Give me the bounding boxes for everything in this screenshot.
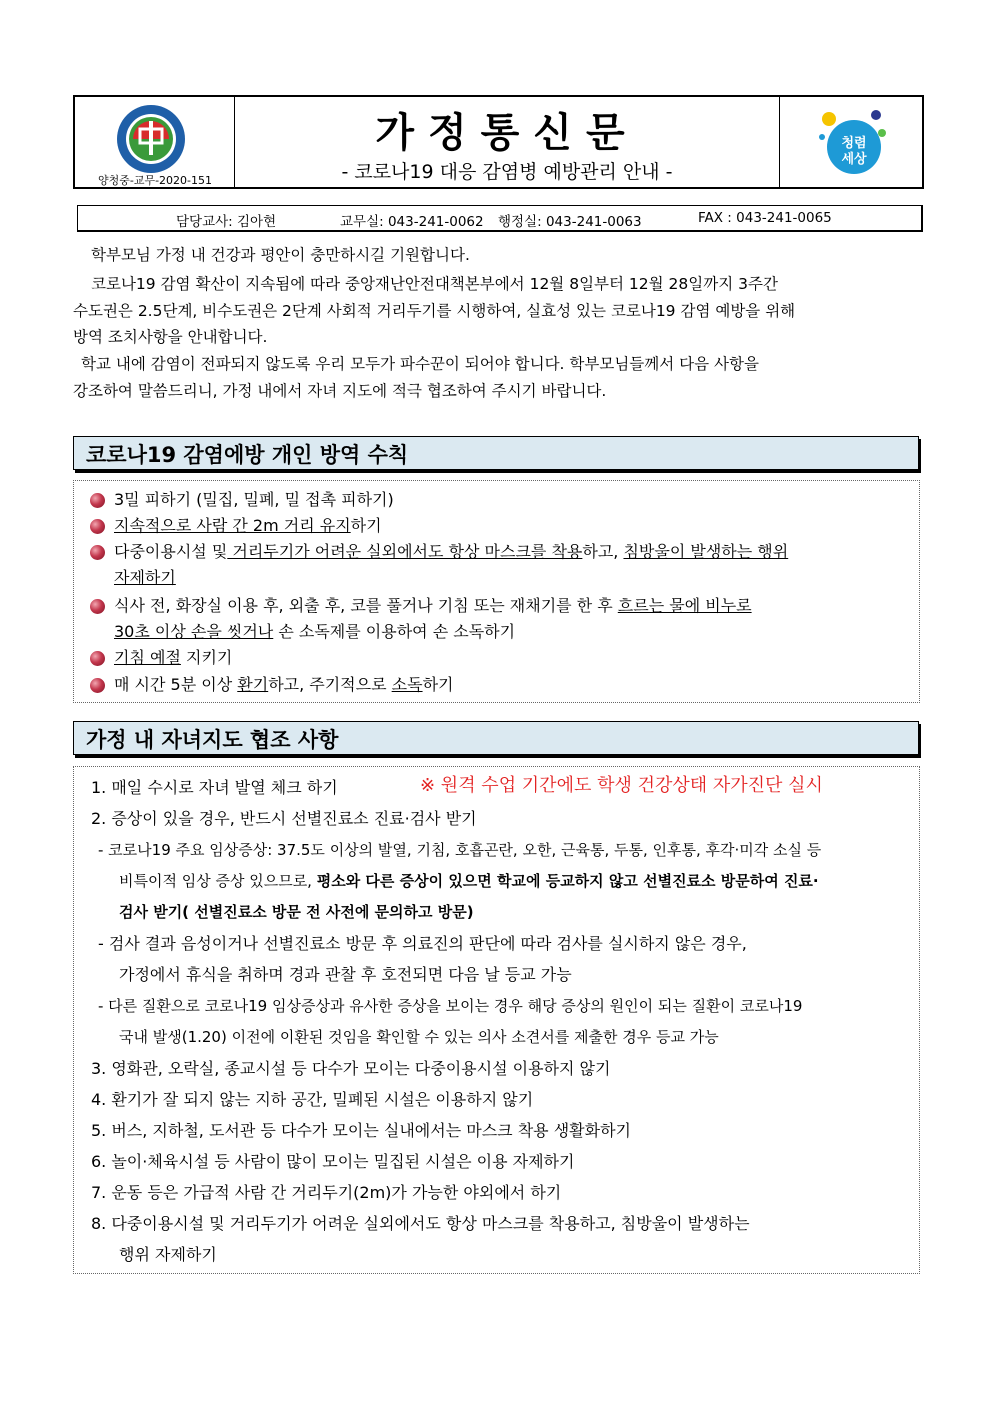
coop-item-2: 2. 증상이 있을 경우, 반드시 선별진료소 진료·검사 받기 xyxy=(91,809,477,828)
page-title: 가정통신문 xyxy=(375,109,639,156)
header-right-cell xyxy=(779,97,922,187)
symptom-note-line2: 비특이적 임상 증상 있으므로, 평소와 다른 증상이 있으면 학교에 등교하지 않고 선별진료소 방문하여 진료· xyxy=(119,872,819,890)
coop-item-4: 4. 환기가 잘 되지 않는 지하 공간, 밀폐된 시설은 이용하지 않기 xyxy=(91,1090,534,1109)
section2-title: 가정 내 자녀지도 협조 사항 xyxy=(86,728,339,752)
bullet-icon xyxy=(90,493,105,508)
bullet-icon xyxy=(90,678,105,693)
page-subtitle: - 코로나19 대응 감염병 예방관리 안내 - xyxy=(341,161,673,183)
coop-item-7: 7. 운동 등은 가급적 사람 간 거리두기(2m)가 가능한 야외에서 하기 xyxy=(91,1183,562,1202)
integrity-logo-icon xyxy=(814,107,888,179)
admin-phone: 행정실: 043-241-0063 xyxy=(498,214,642,230)
bullet-icon xyxy=(90,651,105,666)
section2-heading xyxy=(73,721,919,755)
header-left-cell xyxy=(75,97,235,187)
document-number: 양청중-교무-2020-151 xyxy=(97,174,213,187)
coop-item-3: 3. 영화관, 오락실, 종교시설 등 다수가 모이는 다중이용시설 이용하지 않기 xyxy=(91,1059,611,1078)
coop-item-8-line1: 8. 다중이용시설 및 거리두기가 어려운 실외에서도 항상 마스크를 착용하고, 침방울이 발생하는 xyxy=(91,1214,750,1233)
bullet-icon xyxy=(90,519,105,534)
rule-item: 기침 예절 지키기 xyxy=(88,645,919,671)
svg-text:세상: 세상 xyxy=(841,152,867,167)
rule-item: 다중이용시설 및 거리두기가 어려운 실외에서도 항상 마스크를 착용하고, 침방울이 발생하는 행위 자제하기 xyxy=(88,539,919,591)
intro-para2-line3: 방역 조치사항을 안내합니다. xyxy=(73,328,268,346)
teacher-name: 담당교사: 김아현 xyxy=(176,214,277,230)
fax-number: FAX : 043-241-0065 xyxy=(698,210,832,226)
other-illness-note-line2: 국내 발생(1.20) 이전에 이환된 것임을 확인할 수 있는 의사 소견서를 제출한 경우 등교 가능 xyxy=(119,1028,719,1046)
other-illness-note-line1: - 다른 질환으로 코로나19 임상증상과 유사한 증상을 보이는 경우 해당 증상의 원인이 되는 질환이 코로나19 xyxy=(98,997,803,1015)
svg-text:청렴: 청렴 xyxy=(841,136,867,151)
coop-item-1: 1. 매일 수시로 자녀 발열 체크 하기 xyxy=(91,778,338,797)
rule-item: 식사 전, 화장실 이용 후, 외출 후, 코를 풀거나 기침 또는 재채기를 한 후 흐르는 물에 비누로 30초 이상 손을 씻거나 손 소독제를 이용하여 손 소독하기 xyxy=(88,593,919,645)
section1-heading xyxy=(73,436,919,470)
section1-box xyxy=(73,480,920,703)
contact-bar xyxy=(77,205,923,232)
rule-item: 지속적으로 사람 간 2m 거리 유지하기 xyxy=(88,513,919,539)
header-table xyxy=(73,95,924,189)
coop-item-5: 5. 버스, 지하철, 도서관 등 다수가 모이는 실내에서는 마스크 착용 생활화하기 xyxy=(91,1121,631,1140)
section2-box xyxy=(73,766,920,1274)
intro-para3-line2: 강조하여 말씀드리니, 가정 내에서 자녀 지도에 적극 협조하여 주시기 바랍니다. xyxy=(73,382,607,400)
negative-note-line2: 가정에서 휴식을 취하며 경과 관찰 후 호전되면 다음 날 등교 가능 xyxy=(119,965,572,984)
bullet-icon xyxy=(90,545,105,560)
self-check-note: ※ 원격 수업 기간에도 학생 건강상태 자가진단 실시 xyxy=(420,775,823,796)
negative-note-line1: - 검사 결과 음성이거나 선별진료소 방문 후 의료진의 판단에 따라 검사를 실시하지 않은 경우, xyxy=(98,934,747,953)
coop-item-8-line2: 행위 자제하기 xyxy=(119,1245,217,1264)
intro-greeting: 학부모님 가정 내 건강과 평안이 충만하시길 기원합니다. xyxy=(91,246,470,264)
symptom-note-line1: - 코로나19 주요 임상증상: 37.5도 이상의 발열, 기침, 호흡곤란, 오한, 근육통, 두통, 인후통, 후각·미각 소실 등 xyxy=(98,841,822,859)
rule-item: 매 시간 5분 이상 환기하고, 주기적으로 소독하기 xyxy=(88,672,919,698)
office-phone: 교무실: 043-241-0062 xyxy=(340,214,484,230)
bullet-icon xyxy=(90,599,105,614)
symptom-note-line3: 검사 받기( 선별진료소 방문 전 사전에 문의하고 방문) xyxy=(119,903,474,921)
intro-para2-line1: 코로나19 감염 확산이 지속됨에 따라 중앙재난안전대책본부에서 12월 8일부터 12월 28일까지 3주간 xyxy=(91,275,778,293)
school-emblem-icon xyxy=(113,103,189,179)
intro-para3-line1: 학교 내에 감염이 전파되지 않도록 우리 모두가 파수꾼이 되어야 합니다. 학부모님들께서 다음 사항을 xyxy=(81,355,759,373)
rule-item: 3밀 피하기 (밀집, 밀폐, 밀 접촉 피하기) xyxy=(88,487,919,513)
intro-para2-line2: 수도권은 2.5단계, 비수도권은 2단계 사회적 거리두기를 시행하여, 실효성 있는 코로나19 감염 예방을 위해 xyxy=(73,302,796,320)
section1-title: 코로나19 감염에방 개인 방역 수칙 xyxy=(86,443,409,467)
coop-item-6: 6. 놀이·체육시설 등 사람이 많이 모이는 밀집된 시설은 이용 자제하기 xyxy=(91,1152,575,1171)
